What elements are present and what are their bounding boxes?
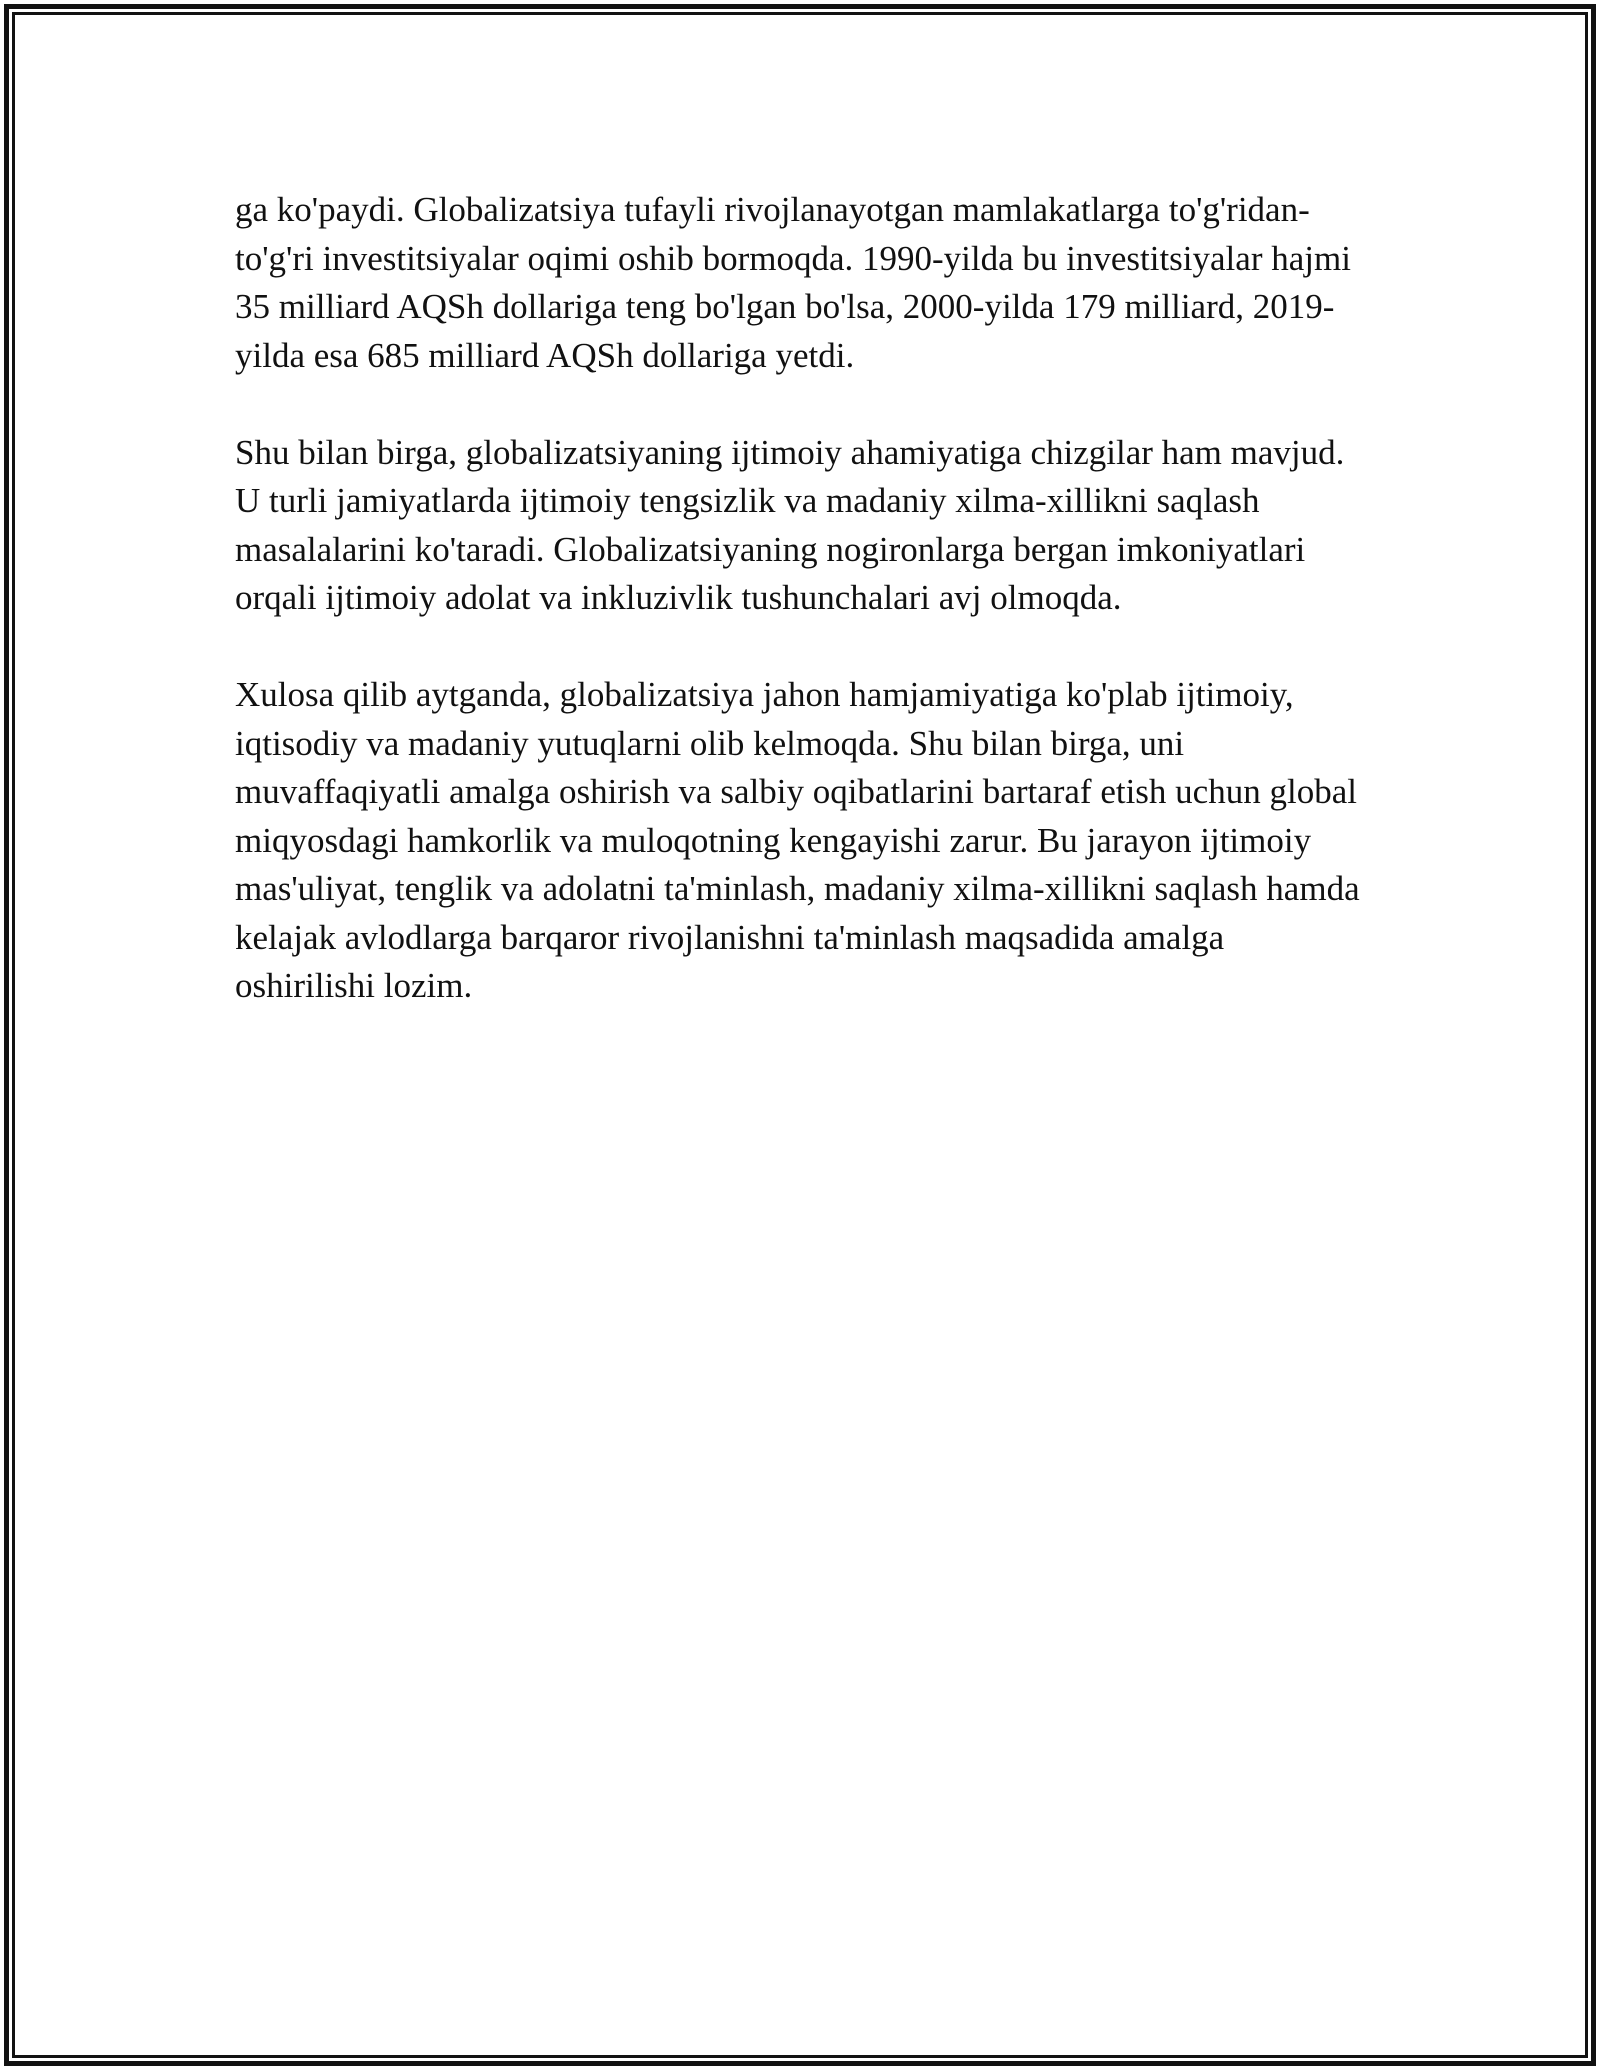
paragraph-conclusion: Xulosa qilib aytganda, globalizatsiya jahon hamjamiyatiga ko'plab ijtimoiy, iqtisodiy va madaniy yutuqlarni olib kelmoqda. Shu bilan birga, uni muvaffaqiyatli amalga oshirish va salbiy oqibatlarini bartaraf etish uchun global miqyosdagi hamkorlik va muloqotning kengayishi zarur. Bu jarayon ijtimoiy mas'uliyat, tenglik va adolatni ta'minlash, madaniy xilma-xillikni saqlash hamda kelajak avlodlarga barqaror rivojlanishni ta'minlash maqsadida amalga oshirilishi lozim. (235, 675, 1360, 1005)
document-body (235, 186, 1370, 1011)
paragraph-investments: ga ko'paydi. Globalizatsiya tufayli rivojlanayotgan mamlakatlarga to'g'ridan-to'g'ri investitsiyalar oqimi oshib bormoqda. 1990-yilda bu investitsiyalar hajmi 35 milliard AQSh dollariga teng bo'lgan bo'lsa, 2000-yilda 179 milliard, 2019-yilda esa 685 milliard AQSh dollariga yetdi. (235, 190, 1351, 375)
paragraph-social-significance: Shu bilan birga, globalizatsiyaning ijtimoiy ahamiyatiga chizgilar ham mavjud. U turli jamiyatlarda ijtimoiy tengsizlik va madaniy xilma-xillikni saqlash masalalarini ko'taradi. Globalizatsiyaning nogironlarga bergan imkoniyatlari orqali ijtimoiy adolat va inkluzivlik tushunchalari avj olmoqda. (235, 432, 1345, 617)
